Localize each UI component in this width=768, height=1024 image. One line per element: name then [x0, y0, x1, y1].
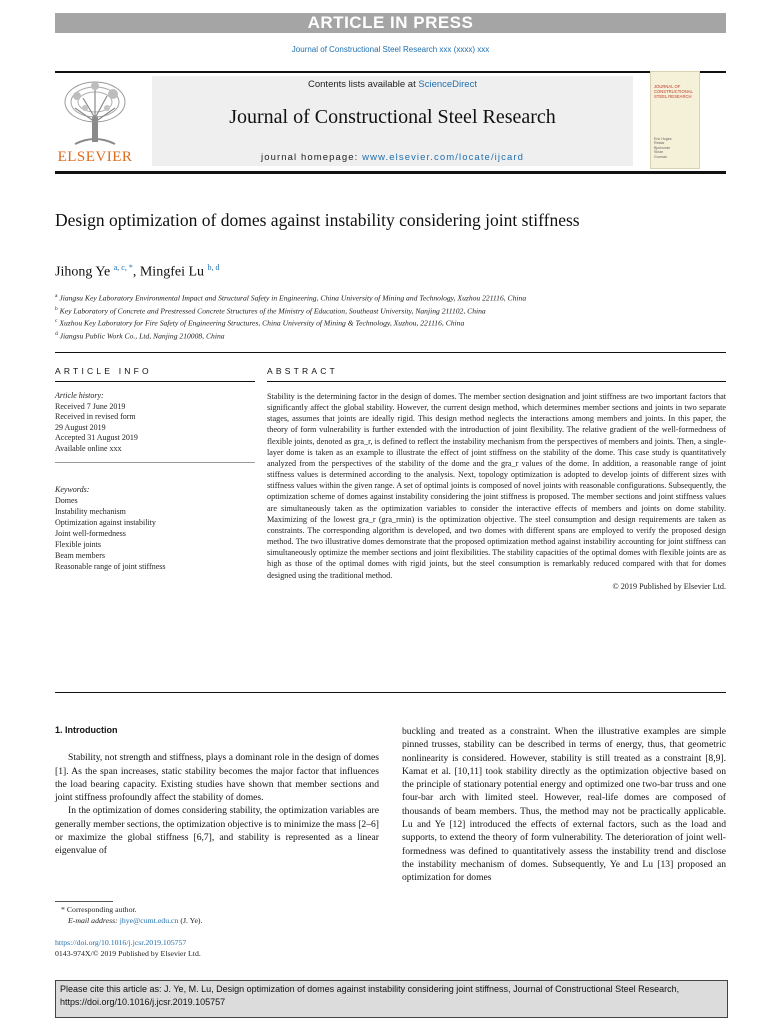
keyword-item[interactable]: Beam members	[55, 551, 105, 560]
author-name[interactable]: Jihong Ye	[55, 264, 111, 280]
citation-box: Please cite this article as: J. Ye, M. Lu, Design optimization of domes against instability considering joint stiffness, Journal of Constructional Steel Research, https://doi.org/10.1016/j.jcsr.2019.105757	[55, 980, 728, 1018]
elsevier-logo	[55, 78, 135, 166]
author-affiliation-marks[interactable]: a, c, *	[113, 263, 133, 272]
copyright-line: © 2019 Published by Elsevier Ltd.	[612, 581, 726, 591]
contents-line: Contents lists available at ScienceDirect	[308, 79, 477, 90]
journal-homepage: journal homepage: www.elsevier.com/locate/ijcard	[261, 152, 524, 163]
keyword-item[interactable]: Flexible joints	[55, 540, 101, 549]
affiliations	[55, 291, 526, 341]
keyword-item[interactable]: Optimization against instability	[55, 518, 156, 527]
keyword-item[interactable]: Domes	[55, 496, 78, 505]
body-paragraph: buckling and treated as a constraint. When the illustrative examples are simple pinned trusses, stability can be described in terms of energy, thus, that geometric nonlinearity is considered. However, stability is still treated as a constraint [8,9]. Kamat et al. [10,11] took stability directly as the optimization objective based on the principle of stationary potential energy and optimized one two-bar truss and one four-bar arch with limited steel. However, real-life domes are composed of thousands of beam members. Thus, the method may not be practically applicable. Lu and Ye [12] introduced the effects of external factors, such as the load and supports, to extend the theory of form vulnerability. The deterioration of joint well-formedness was defined to quantitatively assess the instability trend and disclose the instability mechanism of domes. Subsequently, Ye and Lu [13] proposed an optimization for domes	[402, 726, 726, 884]
keywords-list: Keywords: Domes Instability mechanism Optimization against instability Joint well-formedness Flexible joints Beam members Reasonable range of joint stiffness	[55, 484, 255, 572]
masthead-bottom-rule	[55, 171, 726, 174]
cover-title: JOURNAL OF CONSTRUCTIONAL STEEL RESEARCH	[654, 84, 693, 99]
tree-icon	[55, 78, 135, 148]
body-column-left	[55, 724, 379, 858]
article-info-heading: ARTICLE INFO	[55, 366, 152, 376]
keyword-item[interactable]: Joint well-formedness	[55, 529, 126, 538]
history-item: Accepted 31 August 2019	[55, 433, 138, 442]
corresponding-author-footnote: * Corresponding author. E-mail address: jhye@cumt.edu.cn (J. Ye).	[61, 905, 203, 925]
footnote-rule	[55, 901, 113, 902]
sciencedirect-link[interactable]: ScienceDirect	[418, 79, 477, 90]
author-affiliation-marks[interactable]: b, d	[207, 263, 220, 272]
keyword-item[interactable]: Reasonable range of joint stiffness	[55, 562, 166, 571]
journal-title: Journal of Constructional Steel Research	[229, 106, 556, 128]
masthead-top-rule	[55, 71, 726, 73]
info-heading-rule	[55, 381, 255, 382]
keyword-item[interactable]: Instability mechanism	[55, 507, 126, 516]
journal-cover-thumbnail[interactable]	[650, 71, 700, 169]
article-history: Article history: Received 7 June 2019 Received in revised form 29 August 2019 Accepted 31 August 2019 Available online xxx	[55, 391, 255, 454]
abstract-bottom-rule	[55, 692, 726, 693]
section-heading: 1. Introduction	[55, 725, 118, 735]
history-item: Received in revised form	[55, 412, 136, 421]
issn-line: 0143-974X/© 2019 Published by Elsevier Ltd.	[55, 948, 201, 958]
info-top-rule	[55, 352, 726, 353]
abstract-heading-rule	[267, 381, 726, 382]
abstract-body	[267, 391, 726, 592]
journal-reference[interactable]: Journal of Constructional Steel Research xxx (xxxx) xxx	[291, 45, 490, 54]
history-item: 29 August 2019	[55, 422, 106, 432]
affiliation-item: $^b$ Key Laboratory of Concrete and Prestressed Concrete Structures of the Ministry of Education, Southeast University, Nanjing 211102, China	[55, 305, 486, 316]
author-name[interactable]: Mingfei Lu	[139, 264, 205, 280]
email-link[interactable]: jhye@cumt.edu.cn	[119, 915, 179, 925]
body-column-right	[402, 725, 726, 885]
doi-block	[55, 938, 201, 959]
keywords-rule	[55, 462, 255, 463]
history-item: Received 7 June 2019	[55, 401, 126, 411]
publisher-name: ELSEVIER	[57, 149, 133, 165]
body-paragraph: Stability, not strength and stiffness, plays a dominant role in the design of domes [1]. As the span increases, static stability becomes the major factor that influences the load bearing capacity. Existing studies have shown that member sections and joint stiffness profoundly affect the stability of domes.	[55, 752, 379, 804]
homepage-link[interactable]: www.elsevier.com/locate/ijcard	[362, 152, 524, 163]
affiliation-item: $^d$ Jiangsu Public Work Co., Ltd, Nanjing 210008, China	[55, 330, 225, 341]
journal-masthead	[152, 76, 633, 166]
affiliation-item: $^a$ Jiangsu Key Laboratory Environmental Impact and Structural Safety in Engineering, China University of Mining and Technology, Xuzhou 221116, China	[55, 293, 527, 303]
history-item: Available online xxx	[55, 443, 122, 453]
abstract-paragraph: Stability is the determining factor in the design of domes. The member section designation and joint stiffness are two important factors that significantly affect the global stability. However, the current design method, which determines member sections and joints in two separate stages, assumes that joints are ideally rigid. This design method neglects the interactions among members and joints. In this paper, the theory of form vulnerability is further extended with the introduction of joint flexibility. The relative gradient of the well-formedness of flexible joints, denoted as gra_r, is defined to reflect the instability mechanism from the perspectives of members and joints. Then, a single-layer dome is taken as an example to illustrate the effect of joint stiffness on the stability of the dome. This case study is quantitatively analyzed from the perspectives of the stability of the dome and the gra_r values of the dome. In addition, a reasonable range of joint stiffness values is determined according to the analysis. Next, topology optimization is adopted to develop joints of different sizes with stiffness values within the given range. A set of optimal joints is composed of novel joints with reasonable configurations. Subsequently, the optimization scheme of domes against instability considering the joint stiffness is proposed. The member sections and joint stiffness values are simultaneously taken as the optimization variables to consider the interactive effects of members and joints on dome stability. Maximizing of the lowest gra_r (gra_rmin) is the optimization objective. The steel consumption and design requirements are taken as constraints. The corresponding algorithm is developed, and two domes with different spans are employed to verify the proposed design method. The two illustrative domes demonstrate that the proposed optimization method against instability accounting for joint stiffness can simultaneously optimize the member sections and joint flexibilities. The stability capacities of the optimal domes with flexible joints are as high as those of the optimal domes with rigid joints, but the steel consumption is remarkably reduced compared with that for domes designed using the traditional method.	[267, 392, 726, 580]
paper-title: Design optimization of domes against instability considering joint stiffness	[55, 210, 580, 230]
affiliation-item: $^c$ Xuzhou Key Laboratory for Fire Safety of Engineering Structures, China University of Mining & Technology, Xuzhou, 221116, China	[55, 318, 465, 328]
body-paragraph: In the optimization of domes considering stability, the optimization variables are generally member sections, the optimization objective is to minimize the mass [2–6] or maximize the global stiffness [6,7], and stability is represented as a linear eigenvalue of	[55, 805, 379, 857]
article-in-press-banner: ARTICLE IN PRESS	[55, 13, 726, 33]
abstract-heading: ABSTRACT	[267, 366, 338, 376]
author-list: Jihong Ye $^{a, c, *}$, Mingfei Lu $^{b, d}$	[55, 263, 220, 280]
doi-link[interactable]: https://doi.org/10.1016/j.jcsr.2019.105757	[55, 938, 187, 947]
cover-editors: Eric Huges Reidar Bjorhovde Sinan Gurman	[654, 137, 672, 159]
